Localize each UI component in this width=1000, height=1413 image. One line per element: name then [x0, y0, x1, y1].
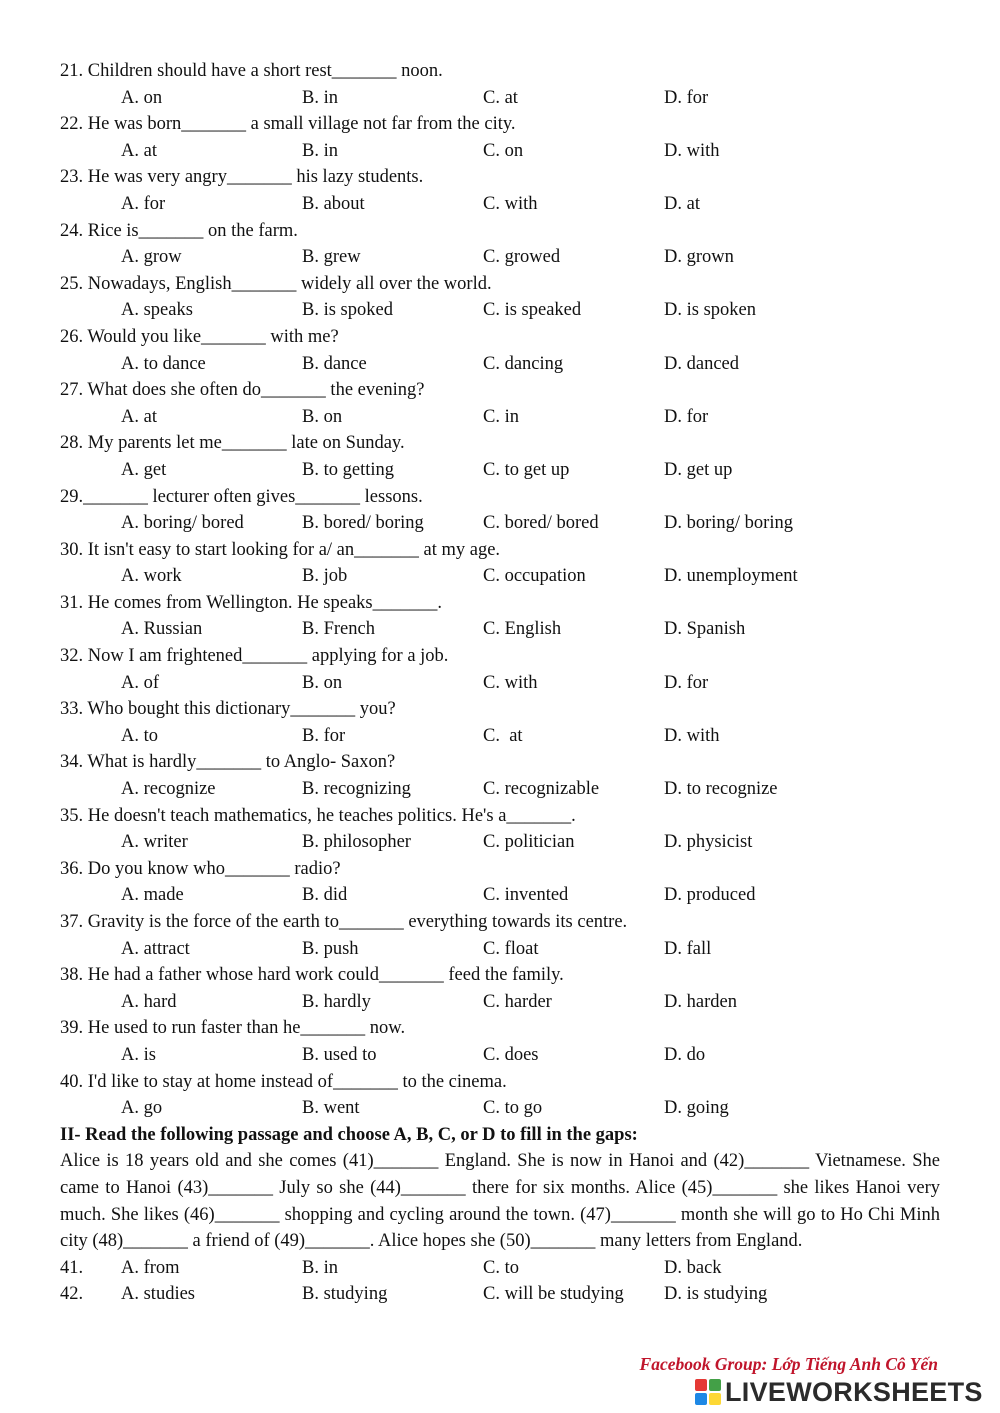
worksheet-content [60, 58, 940, 1308]
answer-options-row [60, 776, 940, 803]
question-stem: 21. Children should have a short rest_______ noon. [60, 61, 443, 81]
answer-option[interactable]: D. to recognize [664, 779, 778, 800]
answer-option[interactable]: C. will be studying [483, 1284, 624, 1305]
answer-option[interactable]: B. in [302, 1257, 338, 1278]
answer-option[interactable]: B. recognizing [302, 779, 411, 800]
question-stem: 37. Gravity is the force of the earth to_______ everything towards its centre. [60, 912, 628, 932]
answer-options-row [60, 85, 940, 112]
answer-option[interactable]: B. did [302, 885, 348, 906]
answer-option[interactable]: C. with [483, 193, 538, 214]
answer-option[interactable]: C. invented [483, 885, 569, 906]
answer-options-row [60, 1095, 940, 1122]
question-number: 41. [60, 1257, 84, 1278]
answer-option[interactable]: A. to dance [121, 353, 206, 374]
answer-options-row [60, 989, 940, 1016]
answer-option[interactable]: C. on [483, 140, 524, 161]
answer-options-row [60, 191, 940, 218]
answer-option[interactable]: A. on [121, 87, 163, 108]
question-stem: 24. Rice is_______ on the farm. [60, 220, 298, 241]
facebook-group-credit: Facebook Group: Lớp Tiếng Anh Cô Yến [639, 1354, 938, 1374]
logo-block-blue [695, 1393, 707, 1405]
answer-option[interactable]: B. for [302, 725, 346, 746]
answer-options-row [60, 723, 940, 750]
question-stem: 30. It isn't easy to start looking for a/ an_______ at my age. [60, 539, 501, 560]
answer-option[interactable]: D. for [664, 406, 709, 427]
answer-option[interactable]: A. hard [121, 991, 177, 1012]
answer-option[interactable]: B. studying [302, 1284, 388, 1305]
answer-option[interactable]: A. at [121, 406, 157, 427]
liveworksheets-wordmark: LIVEWORKSHEETS [725, 1376, 983, 1407]
answer-options-row [60, 510, 940, 537]
question-stem: 39. He used to run faster than he_______ now. [60, 1018, 406, 1039]
answer-option[interactable]: A. of [121, 672, 160, 693]
answer-option[interactable]: B. about [302, 193, 365, 214]
passage-question-row [60, 1281, 940, 1308]
answer-options-row [60, 829, 940, 856]
answer-options-row [60, 404, 940, 431]
question-stem: 29._______ lecturer often gives_______ lessons. [60, 486, 423, 507]
passage-questions [60, 1255, 940, 1308]
answer-option[interactable]: B. job [302, 566, 348, 587]
answer-option[interactable]: B. push [302, 938, 359, 959]
question-stem: 23. He was very angry_______ his lazy students. [60, 167, 424, 188]
answer-option[interactable]: B. went [302, 1098, 360, 1119]
answer-options-row [60, 616, 940, 643]
answer-option[interactable]: C. at [483, 725, 523, 746]
answer-option[interactable]: A. to [121, 725, 158, 746]
answer-option[interactable]: D. for [664, 672, 709, 693]
question-stem: 27. What does she often do_______ the evening? [60, 380, 425, 401]
answer-option[interactable]: C. is speaked [483, 300, 582, 321]
question-stem: 26. Would you like_______ with me? [60, 326, 339, 347]
question-number: 42. [60, 1284, 84, 1305]
answer-option[interactable]: B. is spoked [302, 300, 393, 321]
answer-option[interactable]: A. is [121, 1044, 156, 1065]
answer-option[interactable]: B. to getting [302, 459, 394, 480]
answer-option[interactable]: A. get [121, 459, 167, 480]
answer-option[interactable]: D. produced [664, 885, 756, 906]
answer-option[interactable]: D. harden [664, 991, 737, 1012]
answer-option[interactable]: C. to go [483, 1098, 543, 1119]
answer-option[interactable]: A. for [121, 193, 166, 214]
question-stem: 32. Now I am frightened_______ applying for a job. [60, 646, 449, 667]
logo-block-green [709, 1379, 721, 1391]
answer-option[interactable]: C. at [483, 87, 518, 108]
answer-option[interactable]: D. with [664, 725, 720, 746]
answer-option[interactable]: A. grow [121, 247, 182, 268]
question-stem: 38. He had a father whose hard work could_______ feed the family. [60, 965, 564, 986]
multiple-choice-section [60, 58, 940, 1122]
answer-option[interactable]: D. grown [664, 247, 734, 268]
answer-option[interactable]: D. back [664, 1257, 722, 1278]
logo-block-red [695, 1379, 707, 1391]
answer-option[interactable]: D. boring/ boring [664, 513, 793, 534]
answer-option[interactable]: A. attract [121, 938, 190, 959]
answer-option[interactable]: D. fall [664, 938, 712, 959]
answer-option[interactable]: B. dance [302, 353, 367, 374]
answer-option[interactable]: B. French [302, 619, 375, 640]
answer-option[interactable]: B. in [302, 140, 338, 161]
answer-option[interactable]: C. with [483, 672, 538, 693]
answer-option[interactable]: C. growed [483, 247, 561, 268]
answer-option[interactable]: A. boring/ bored [121, 513, 244, 534]
answer-option[interactable]: C. does [483, 1044, 539, 1065]
answer-options-row [60, 297, 940, 324]
answer-option[interactable]: B. philosopher [302, 832, 411, 853]
answer-options-row [60, 244, 940, 271]
answer-option[interactable]: A. writer [121, 832, 188, 853]
liveworksheets-brand [694, 1377, 983, 1407]
question-stem: 22. He was born_______ a small village not far from the city. [60, 114, 516, 135]
question-stem: 28. My parents let me_______ late on Sunday. [60, 433, 405, 454]
question-stem: 34. What is hardly_______ to Anglo- Saxon? [60, 752, 396, 773]
answer-option[interactable]: C. float [483, 938, 539, 959]
liveworksheets-logo-icon [694, 1378, 722, 1406]
answer-option[interactable]: A. work [121, 566, 182, 587]
answer-option[interactable]: B. on [302, 406, 343, 427]
answer-option[interactable]: D. do [664, 1044, 706, 1065]
answer-option[interactable]: A. go [121, 1098, 163, 1119]
answer-option[interactable]: A. Russian [121, 619, 203, 640]
passage-question-row [60, 1255, 940, 1282]
answer-options-row [60, 563, 940, 590]
answer-options-row [60, 670, 940, 697]
answer-option[interactable]: D. physicist [664, 832, 753, 853]
question-stem: 35. He doesn't teach mathematics, he teaches politics. He's a_______. [60, 805, 576, 826]
section-2-title: II- Read the following passage and choose A, B, C, or D to fill in the gaps: [60, 1124, 638, 1145]
answer-option[interactable]: C. recognizable [483, 779, 600, 800]
answer-options-row [60, 138, 940, 165]
answer-option[interactable]: D. danced [664, 353, 739, 374]
answer-option[interactable]: C. occupation [483, 566, 586, 587]
answer-option[interactable]: D. with [664, 140, 720, 161]
answer-option[interactable]: A. speaks [121, 300, 193, 321]
answer-option[interactable]: A. recognize [121, 779, 216, 800]
answer-option[interactable]: C. politician [483, 832, 575, 853]
answer-option[interactable]: D. unemployment [664, 566, 798, 587]
answer-option[interactable]: A. made [121, 885, 184, 906]
answer-options-row [60, 882, 940, 909]
question-stem: 33. Who bought this dictionary_______ you? [60, 699, 396, 720]
answer-option[interactable]: C. harder [483, 991, 552, 1012]
answer-option[interactable]: A. from [121, 1257, 180, 1278]
answer-option[interactable]: D. going [664, 1098, 729, 1119]
answer-option[interactable]: D. is studying [664, 1284, 768, 1305]
answer-option[interactable]: D. Spanish [664, 619, 746, 640]
answer-option[interactable]: D. at [664, 193, 700, 214]
answer-option[interactable]: B. hardly [302, 991, 371, 1012]
question-stem: 25. Nowadays, English_______ widely all over the world. [60, 273, 492, 294]
answer-option[interactable]: C. to [483, 1257, 519, 1278]
answer-option[interactable]: C. English [483, 619, 562, 640]
answer-option[interactable]: C. to get up [483, 459, 570, 480]
answer-option[interactable]: C. in [483, 406, 519, 427]
question-stem: 36. Do you know who_______ radio? [60, 858, 341, 879]
answer-options-row [60, 457, 940, 484]
question-stem: 40. I'd like to stay at home instead of_______ to the cinema. [60, 1071, 507, 1092]
answer-option[interactable]: B. bored/ boring [302, 513, 424, 534]
answer-option[interactable]: A. at [121, 140, 157, 161]
answer-option[interactable]: C. dancing [483, 353, 564, 374]
answer-option[interactable]: B. in [302, 87, 338, 108]
question-stem: 31. He comes from Wellington. He speaks_______. [60, 592, 442, 613]
answer-option[interactable]: B. on [302, 672, 343, 693]
answer-option[interactable]: D. get up [664, 459, 733, 480]
logo-block-yellow [709, 1393, 721, 1405]
answer-options-row [60, 1042, 940, 1069]
answer-option[interactable]: D. for [664, 87, 709, 108]
answer-option[interactable]: B. grew [302, 247, 361, 268]
answer-options-row [60, 936, 940, 963]
answer-option[interactable]: C. bored/ bored [483, 513, 599, 534]
answer-options-row [60, 351, 940, 378]
answer-option[interactable]: D. is spoken [664, 300, 756, 321]
answer-option[interactable]: A. studies [121, 1284, 195, 1305]
answer-option[interactable]: B. used to [302, 1044, 377, 1065]
reading-passage: Alice is 18 years old and she comes (41)_______ England. She is now in Hanoi and (42)_______ Vietnamese. She came to Hanoi (43)_______ July so she (44)_______ there for six months. Alice (45)_______ she likes Hanoi very much. She likes (46)_______ shopping and cycling around the town. (47)_______ month she will go to Ho Chi Minh city (48)_______ a friend of (49)_______. Alice hopes she (50)_______ many letters from England. [60, 1151, 940, 1252]
